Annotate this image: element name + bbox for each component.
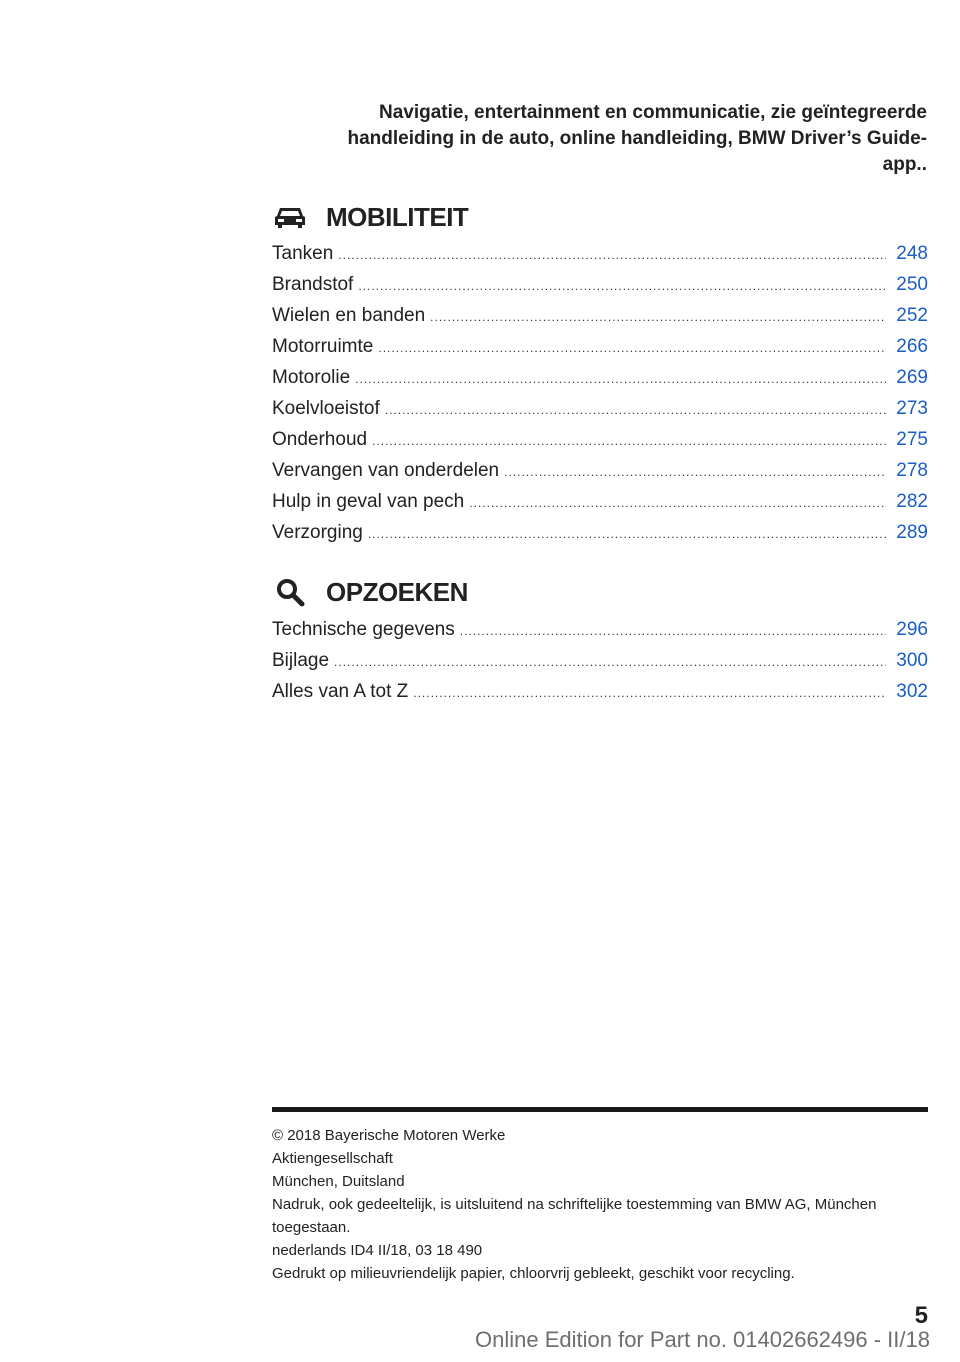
- dot-leader: [358, 271, 886, 302]
- dot-leader: [385, 395, 886, 426]
- toc-page-link[interactable]: 248: [896, 243, 928, 264]
- dot-leader: [368, 519, 886, 550]
- imprint-line: München, Duitsland: [272, 1173, 405, 1190]
- toc-page-link[interactable]: 266: [896, 336, 928, 357]
- dot-leader: [355, 364, 886, 395]
- toc-entry[interactable]: [272, 645, 928, 676]
- section-title: OPZOEKEN: [326, 576, 468, 607]
- toc-entry-label: Bijlage: [272, 650, 330, 671]
- toc-entry[interactable]: [272, 676, 928, 707]
- toc-entry[interactable]: [272, 486, 928, 517]
- toc-page-link[interactable]: 282: [896, 491, 928, 512]
- toc-entry-label: Verzorging: [272, 522, 363, 543]
- toc-page-link[interactable]: 252: [896, 305, 928, 326]
- car-icon: [272, 199, 308, 235]
- toc-page-link[interactable]: 275: [896, 429, 928, 450]
- toc-page-link[interactable]: 273: [896, 398, 928, 419]
- dot-leader: [372, 426, 886, 457]
- search-icon: [272, 574, 308, 610]
- toc-entry[interactable]: [272, 517, 928, 548]
- toc-entry-label: Hulp in geval van pech: [272, 491, 465, 512]
- toc-page-link[interactable]: 269: [896, 367, 928, 388]
- section-heading-mobiliteit: [272, 199, 928, 235]
- dot-leader: [413, 678, 886, 709]
- toc-list-opzoeken: [272, 614, 928, 707]
- toc-entry[interactable]: [272, 393, 928, 424]
- toc-entry-label: Motorolie: [272, 367, 351, 388]
- toc-entry[interactable]: [272, 331, 928, 362]
- toc-page-link[interactable]: 278: [896, 460, 928, 481]
- imprint-line: Nadruk, ook gedeeltelijk, is uitsluitend na schriftelijke toestemming van BMW AG, München toegestaan.: [272, 1196, 877, 1236]
- online-edition-watermark: Online Edition for Part no. 01402662496 - II/18: [475, 1327, 930, 1352]
- imprint-block: [272, 1124, 928, 1285]
- toc-entry[interactable]: [272, 362, 928, 393]
- dot-leader: [430, 302, 886, 333]
- toc-entry-label: Tanken: [272, 243, 334, 264]
- section-title: MOBILITEIT: [326, 201, 469, 232]
- toc-entry[interactable]: [272, 238, 928, 269]
- dot-leader: [504, 457, 886, 488]
- toc-page-link[interactable]: 300: [896, 650, 928, 671]
- imprint-line: © 2018 Bayerische Motoren Werke: [272, 1127, 506, 1144]
- toc-entry-label: Motorruimte: [272, 336, 374, 357]
- section-heading-opzoeken: [272, 574, 928, 610]
- dot-leader: [460, 616, 886, 647]
- toc-entry[interactable]: [272, 424, 928, 455]
- dot-leader: [469, 488, 886, 519]
- toc-page-link[interactable]: 296: [896, 619, 928, 640]
- toc-page-link[interactable]: 302: [896, 681, 928, 702]
- toc-entry-label: Technische gegevens: [272, 619, 455, 640]
- toc-list-mobiliteit: [272, 238, 928, 548]
- toc-entry[interactable]: [272, 300, 928, 331]
- imprint-line: nederlands ID4 II/18, 03 18 490: [272, 1242, 483, 1259]
- intro-line: handleiding in de auto, online handleiding, BMW Driver’s Guide-: [347, 128, 927, 149]
- toc-page-link[interactable]: 250: [896, 274, 928, 295]
- toc-entry-label: Koelvloeistof: [272, 398, 380, 419]
- toc-entry-label: Onderhoud: [272, 429, 368, 450]
- dot-leader: [338, 240, 886, 271]
- intro-line: Navigatie, entertainment en communicatie, zie geïntegreerde: [379, 102, 927, 123]
- page-number: 5: [914, 1302, 928, 1329]
- toc-entry-label: Vervangen van onderdelen: [272, 460, 500, 481]
- toc-entry[interactable]: [272, 614, 928, 645]
- intro-note: [280, 100, 927, 178]
- dot-leader: [378, 333, 886, 364]
- imprint-line: Gedrukt op milieuvriendelijk papier, chloorvrij gebleekt, geschikt voor recycling.: [272, 1265, 795, 1282]
- toc-entry[interactable]: [272, 269, 928, 300]
- intro-line: app..: [882, 154, 927, 175]
- imprint-divider: [272, 1107, 928, 1112]
- imprint-line: Aktiengesellschaft: [272, 1150, 393, 1167]
- toc-entry-label: Wielen en banden: [272, 305, 426, 326]
- toc-entry-label: Alles van A tot Z: [272, 681, 409, 702]
- toc-entry-label: Brandstof: [272, 274, 354, 295]
- toc-page-link[interactable]: 289: [896, 522, 928, 543]
- dot-leader: [334, 647, 886, 678]
- toc-entry[interactable]: [272, 455, 928, 486]
